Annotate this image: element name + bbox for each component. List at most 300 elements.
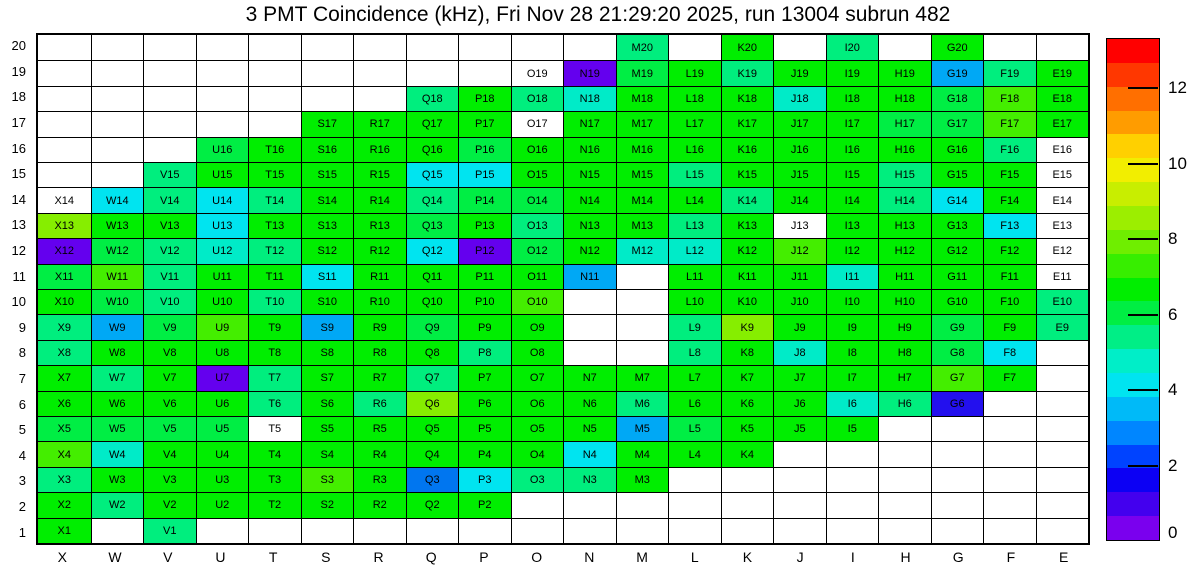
heatmap-cell: S5 <box>301 416 354 441</box>
colorbar-band <box>1107 182 1159 206</box>
heatmap-cell: H15 <box>878 162 931 187</box>
heatmap-cell: I15 <box>826 162 879 187</box>
heatmap-cell: G7 <box>931 365 984 390</box>
empty-cell <box>248 86 301 111</box>
heatmap-cell: T5 <box>248 416 301 441</box>
heatmap-cell: Q3 <box>406 467 459 492</box>
heatmap-cell: N5 <box>563 416 616 441</box>
empty-cell <box>878 518 931 543</box>
colorbar-band <box>1107 278 1159 302</box>
heatmap-cell: Q7 <box>406 365 459 390</box>
heatmap-cell: J17 <box>773 111 826 136</box>
heatmap-cell: K18 <box>721 86 774 111</box>
x-axis-label: I <box>850 549 855 565</box>
heatmap-cell: V12 <box>143 238 196 263</box>
heatmap-cell: H9 <box>878 314 931 339</box>
colorbar-band <box>1107 468 1159 492</box>
heatmap-cell: K11 <box>721 264 774 289</box>
heatmap-cell: F12 <box>983 238 1036 263</box>
heatmap-cell: K19 <box>721 60 774 85</box>
empty-cell <box>983 35 1036 60</box>
heatmap-cell: F14 <box>983 187 1036 212</box>
heatmap-cell: V14 <box>143 187 196 212</box>
heatmap-cell: M17 <box>616 111 669 136</box>
empty-cell <box>563 289 616 314</box>
heatmap-cell: K6 <box>721 391 774 416</box>
heatmap-cell: L14 <box>668 187 721 212</box>
heatmap-cell: U10 <box>196 289 249 314</box>
heatmap-cell: I18 <box>826 86 879 111</box>
heatmap-cell: G10 <box>931 289 984 314</box>
heatmap-cell: R12 <box>353 238 406 263</box>
empty-cell <box>773 35 826 60</box>
heatmap-cell: U8 <box>196 340 249 365</box>
heatmap-cell: S3 <box>301 467 354 492</box>
heatmap-cell: O15 <box>511 162 564 187</box>
heatmap-cell: O11 <box>511 264 564 289</box>
heatmap-cell: P8 <box>458 340 511 365</box>
heatmap-cell: M7 <box>616 365 669 390</box>
heatmap-cell: Q4 <box>406 441 459 466</box>
x-axis-label: N <box>584 549 595 565</box>
heatmap-cell: L16 <box>668 137 721 162</box>
heatmap-cell: M15 <box>616 162 669 187</box>
empty-cell <box>931 441 984 466</box>
heatmap-cell: L4 <box>668 441 721 466</box>
heatmap-cell: T7 <box>248 365 301 390</box>
heatmap-cell: T6 <box>248 391 301 416</box>
empty-cell <box>1036 35 1089 60</box>
colorbar-tick-label: 8 <box>1168 229 1178 249</box>
empty-cell <box>983 518 1036 543</box>
heatmap-cell: R14 <box>353 187 406 212</box>
heatmap-cell: M6 <box>616 391 669 416</box>
heatmap-cell: V4 <box>143 441 196 466</box>
heatmap-cell: V9 <box>143 314 196 339</box>
heatmap-cell: V7 <box>143 365 196 390</box>
y-axis-label: 20 <box>11 38 26 54</box>
heatmap-cell: U13 <box>196 213 249 238</box>
heatmap-cell: J11 <box>773 264 826 289</box>
heatmap-cell: J16 <box>773 137 826 162</box>
heatmap-cell: P12 <box>458 238 511 263</box>
heatmap-cell: X14 <box>38 187 91 212</box>
empty-cell <box>196 60 249 85</box>
heatmap-cell: G15 <box>931 162 984 187</box>
heatmap-cell: X3 <box>38 467 91 492</box>
heatmap-cell: Q14 <box>406 187 459 212</box>
empty-cell <box>1036 416 1089 441</box>
heatmap-cell: M16 <box>616 137 669 162</box>
x-axis-column-labels <box>36 549 1090 569</box>
heatmap-cell: L6 <box>668 391 721 416</box>
colorbar-tick-label: 12 <box>1168 78 1187 98</box>
heatmap-cell: V2 <box>143 492 196 517</box>
empty-cell <box>563 518 616 543</box>
heatmap-cell: O8 <box>511 340 564 365</box>
heatmap-cell: E13 <box>1036 213 1089 238</box>
x-axis-label: E <box>1058 549 1069 565</box>
empty-cell <box>406 35 459 60</box>
heatmap-cell: P9 <box>458 314 511 339</box>
empty-cell <box>826 492 879 517</box>
heatmap-cell: N13 <box>563 213 616 238</box>
colorbar-band <box>1107 134 1159 158</box>
heatmap-cell: P10 <box>458 289 511 314</box>
heatmap-cell: R2 <box>353 492 406 517</box>
heatmap-cell: R7 <box>353 365 406 390</box>
heatmap-cell: G16 <box>931 137 984 162</box>
heatmap-cell: P6 <box>458 391 511 416</box>
heatmap-cell: O10 <box>511 289 564 314</box>
heatmap-cell: E19 <box>1036 60 1089 85</box>
empty-cell <box>91 35 144 60</box>
empty-cell <box>511 492 564 517</box>
heatmap-cell: F9 <box>983 314 1036 339</box>
empty-cell <box>721 467 774 492</box>
heatmap-cell: J12 <box>773 238 826 263</box>
empty-cell <box>1036 340 1089 365</box>
heatmap-cell: U11 <box>196 264 249 289</box>
empty-cell <box>668 492 721 517</box>
empty-cell <box>1036 518 1089 543</box>
empty-cell <box>38 60 91 85</box>
heatmap-cell: S6 <box>301 391 354 416</box>
colorbar-band <box>1107 39 1159 63</box>
heatmap-cell: W7 <box>91 365 144 390</box>
heatmap-cell: Q13 <box>406 213 459 238</box>
heatmap-cell: V15 <box>143 162 196 187</box>
heatmap-cell: E12 <box>1036 238 1089 263</box>
heatmap-cell: G14 <box>931 187 984 212</box>
heatmap-cell: X5 <box>38 416 91 441</box>
empty-cell <box>91 137 144 162</box>
empty-cell <box>931 467 984 492</box>
heatmap-cell: Q8 <box>406 340 459 365</box>
heatmap-cell: W10 <box>91 289 144 314</box>
heatmap-cell: P16 <box>458 137 511 162</box>
heatmap-cell: T14 <box>248 187 301 212</box>
heatmap-cell: M13 <box>616 213 669 238</box>
empty-cell <box>826 441 879 466</box>
heatmap-cell: W5 <box>91 416 144 441</box>
heatmap-cell: J15 <box>773 162 826 187</box>
heatmap-cell: R11 <box>353 264 406 289</box>
heatmap-cell: P15 <box>458 162 511 187</box>
heatmap-cell: W3 <box>91 467 144 492</box>
empty-cell <box>353 86 406 111</box>
heatmap-cell: N14 <box>563 187 616 212</box>
heatmap-cell: O9 <box>511 314 564 339</box>
heatmap-cell: U2 <box>196 492 249 517</box>
heatmap-cell: Q12 <box>406 238 459 263</box>
y-axis-label: 7 <box>18 371 26 387</box>
heatmap-cell: F17 <box>983 111 1036 136</box>
heatmap-cell: U6 <box>196 391 249 416</box>
heatmap-cell: N3 <box>563 467 616 492</box>
heatmap-cell: O14 <box>511 187 564 212</box>
heatmap-cell: I8 <box>826 340 879 365</box>
empty-cell <box>248 111 301 136</box>
x-axis-label: Q <box>425 549 437 565</box>
empty-cell <box>38 137 91 162</box>
heatmap-cell: V8 <box>143 340 196 365</box>
heatmap-cell: F16 <box>983 137 1036 162</box>
heatmap-cell: M20 <box>616 35 669 60</box>
empty-cell <box>931 518 984 543</box>
heatmap-cell: R13 <box>353 213 406 238</box>
y-axis-label: 1 <box>18 524 26 540</box>
y-axis-label: 19 <box>11 63 26 79</box>
heatmap-cell: O5 <box>511 416 564 441</box>
heatmap-cell: T3 <box>248 467 301 492</box>
heatmap-cell: I5 <box>826 416 879 441</box>
empty-cell <box>91 86 144 111</box>
heatmap-cell: H19 <box>878 60 931 85</box>
empty-cell <box>91 111 144 136</box>
heatmap-cell: R4 <box>353 441 406 466</box>
empty-cell <box>616 314 669 339</box>
heatmap-cell: L10 <box>668 289 721 314</box>
chart-title: 3 PMT Coincidence (kHz), Fri Nov 28 21:29:20 2025, run 13004 subrun 482 <box>245 3 951 26</box>
empty-cell <box>143 86 196 111</box>
heatmap-cell: K7 <box>721 365 774 390</box>
empty-cell <box>143 35 196 60</box>
heatmap-cell: H8 <box>878 340 931 365</box>
empty-cell <box>406 60 459 85</box>
heatmap-cell: S2 <box>301 492 354 517</box>
heatmap-cell: S15 <box>301 162 354 187</box>
heatmap-cell: Q16 <box>406 137 459 162</box>
heatmap-cell: M19 <box>616 60 669 85</box>
heatmap-cell: F18 <box>983 86 1036 111</box>
empty-cell <box>458 518 511 543</box>
heatmap-cell: J7 <box>773 365 826 390</box>
heatmap-cell: O3 <box>511 467 564 492</box>
empty-cell <box>301 518 354 543</box>
heatmap-cell: W4 <box>91 441 144 466</box>
heatmap-cell: J5 <box>773 416 826 441</box>
heatmap-cell: N18 <box>563 86 616 111</box>
heatmap-cell: M5 <box>616 416 669 441</box>
heatmap-cell: L8 <box>668 340 721 365</box>
heatmap-cell: G18 <box>931 86 984 111</box>
colorbar-band <box>1107 492 1159 516</box>
x-axis-label: X <box>57 549 68 565</box>
heatmap-cell: G12 <box>931 238 984 263</box>
heatmap-cell: R5 <box>353 416 406 441</box>
heatmap-cell: H18 <box>878 86 931 111</box>
heatmap-cell: Q17 <box>406 111 459 136</box>
heatmap-cell: X11 <box>38 264 91 289</box>
x-axis-label: L <box>690 549 699 565</box>
heatmap-cell: S12 <box>301 238 354 263</box>
heatmap-cell: W2 <box>91 492 144 517</box>
heatmap-cell: I10 <box>826 289 879 314</box>
empty-cell <box>616 518 669 543</box>
heatmap-cell: O18 <box>511 86 564 111</box>
heatmap-cell: F13 <box>983 213 1036 238</box>
heatmap-cell: O4 <box>511 441 564 466</box>
heatmap-cell: V11 <box>143 264 196 289</box>
empty-cell <box>248 518 301 543</box>
heatmap-cell: T16 <box>248 137 301 162</box>
heatmap-cell: Q18 <box>406 86 459 111</box>
x-axis-label: M <box>636 549 648 565</box>
empty-cell <box>458 60 511 85</box>
heatmap-cell: S13 <box>301 213 354 238</box>
heatmap-cell: J19 <box>773 60 826 85</box>
heatmap-cell: S17 <box>301 111 354 136</box>
empty-cell <box>878 467 931 492</box>
heatmap-cell: X1 <box>38 518 91 543</box>
empty-cell <box>616 492 669 517</box>
empty-cell <box>196 35 249 60</box>
heatmap-cell: U16 <box>196 137 249 162</box>
heatmap-cell: O17 <box>511 111 564 136</box>
heatmap-cell: I7 <box>826 365 879 390</box>
heatmap-cell: K5 <box>721 416 774 441</box>
empty-cell <box>668 518 721 543</box>
colorbar-band <box>1107 325 1159 349</box>
heatmap-cell: T11 <box>248 264 301 289</box>
heatmap-cell: E9 <box>1036 314 1089 339</box>
heatmap-cell: K10 <box>721 289 774 314</box>
heatmap-cell: R6 <box>353 391 406 416</box>
heatmap-cell: T4 <box>248 441 301 466</box>
y-axis-label: 10 <box>11 294 26 310</box>
heatmap-cell: P11 <box>458 264 511 289</box>
heatmap-cell: J10 <box>773 289 826 314</box>
heatmap-cell: H6 <box>878 391 931 416</box>
heatmap-cell: X7 <box>38 365 91 390</box>
x-axis-label: O <box>531 549 543 565</box>
y-axis-label: 5 <box>18 422 26 438</box>
colorbar-band <box>1107 87 1159 111</box>
heatmap-cell: L18 <box>668 86 721 111</box>
y-axis-label: 11 <box>12 268 26 284</box>
heatmap-cell: H7 <box>878 365 931 390</box>
empty-cell <box>983 492 1036 517</box>
heatmap-cell: R3 <box>353 467 406 492</box>
heatmap-cell: T15 <box>248 162 301 187</box>
heatmap-cell: M14 <box>616 187 669 212</box>
empty-cell <box>983 416 1036 441</box>
heatmap-cell: U9 <box>196 314 249 339</box>
y-axis-label: 15 <box>11 166 26 182</box>
empty-cell <box>1036 441 1089 466</box>
heatmap-cell: F8 <box>983 340 1036 365</box>
heatmap-cell: M3 <box>616 467 669 492</box>
empty-cell <box>668 467 721 492</box>
heatmap-cell: E16 <box>1036 137 1089 162</box>
heatmap-cell: N12 <box>563 238 616 263</box>
empty-cell <box>38 86 91 111</box>
empty-cell <box>721 518 774 543</box>
heatmap-cell: G8 <box>931 340 984 365</box>
heatmap-cell: S7 <box>301 365 354 390</box>
heatmap-cell: J6 <box>773 391 826 416</box>
heatmap-cell: P7 <box>458 365 511 390</box>
empty-cell <box>196 86 249 111</box>
heatmap-cell: X6 <box>38 391 91 416</box>
empty-cell <box>196 518 249 543</box>
empty-cell <box>38 162 91 187</box>
heatmap-cell: N17 <box>563 111 616 136</box>
heatmap-cell: U5 <box>196 416 249 441</box>
y-axis-label: 9 <box>18 319 26 335</box>
empty-cell <box>353 35 406 60</box>
heatmap-cell: N4 <box>563 441 616 466</box>
heatmap-cell: L19 <box>668 60 721 85</box>
heatmap-cell: I11 <box>826 264 879 289</box>
heatmap-cell: K17 <box>721 111 774 136</box>
empty-cell <box>616 289 669 314</box>
empty-cell <box>773 467 826 492</box>
empty-cell <box>1036 467 1089 492</box>
heatmap-cell: P13 <box>458 213 511 238</box>
y-axis-label: 8 <box>18 345 26 361</box>
heatmap-cell: P17 <box>458 111 511 136</box>
x-axis-label: R <box>373 549 384 565</box>
empty-cell <box>511 518 564 543</box>
empty-cell <box>773 492 826 517</box>
heatmap-cell: G9 <box>931 314 984 339</box>
heatmap-cell: R9 <box>353 314 406 339</box>
colorbar-tick <box>1128 389 1158 391</box>
heatmap-cell: N16 <box>563 137 616 162</box>
empty-cell <box>721 492 774 517</box>
heatmap-cell: G20 <box>931 35 984 60</box>
heatmap-cell: U15 <box>196 162 249 187</box>
colorbar-band <box>1107 373 1159 397</box>
heatmap-cell: T9 <box>248 314 301 339</box>
heatmap-cell: Q11 <box>406 264 459 289</box>
empty-cell <box>301 35 354 60</box>
x-axis-label: W <box>108 549 122 565</box>
empty-cell <box>1036 391 1089 416</box>
colorbar-tick <box>1128 314 1158 316</box>
empty-cell <box>511 35 564 60</box>
heatmap-cell: G6 <box>931 391 984 416</box>
heatmap-cell: O7 <box>511 365 564 390</box>
empty-cell <box>1036 365 1089 390</box>
heatmap-cell: W13 <box>91 213 144 238</box>
empty-cell <box>143 137 196 162</box>
y-axis-label: 17 <box>11 115 26 131</box>
y-axis-label: 14 <box>11 191 26 207</box>
heatmap-cell: I16 <box>826 137 879 162</box>
heatmap-cell: G19 <box>931 60 984 85</box>
heatmap-cell: P18 <box>458 86 511 111</box>
heatmap-cell: K15 <box>721 162 774 187</box>
heatmap-cell: I12 <box>826 238 879 263</box>
empty-cell <box>563 492 616 517</box>
colorbar-tick-label: 10 <box>1168 153 1187 173</box>
heatmap-cell: K9 <box>721 314 774 339</box>
empty-cell <box>353 60 406 85</box>
heatmap-cell: X10 <box>38 289 91 314</box>
heatmap-cell: X2 <box>38 492 91 517</box>
heatmap-cell: L9 <box>668 314 721 339</box>
heatmap-cell: W12 <box>91 238 144 263</box>
empty-cell <box>931 492 984 517</box>
heatmap-cell: P4 <box>458 441 511 466</box>
heatmap-cell: E15 <box>1036 162 1089 187</box>
empty-cell <box>616 340 669 365</box>
heatmap-cell: H17 <box>878 111 931 136</box>
heatmap-cell: L15 <box>668 162 721 187</box>
